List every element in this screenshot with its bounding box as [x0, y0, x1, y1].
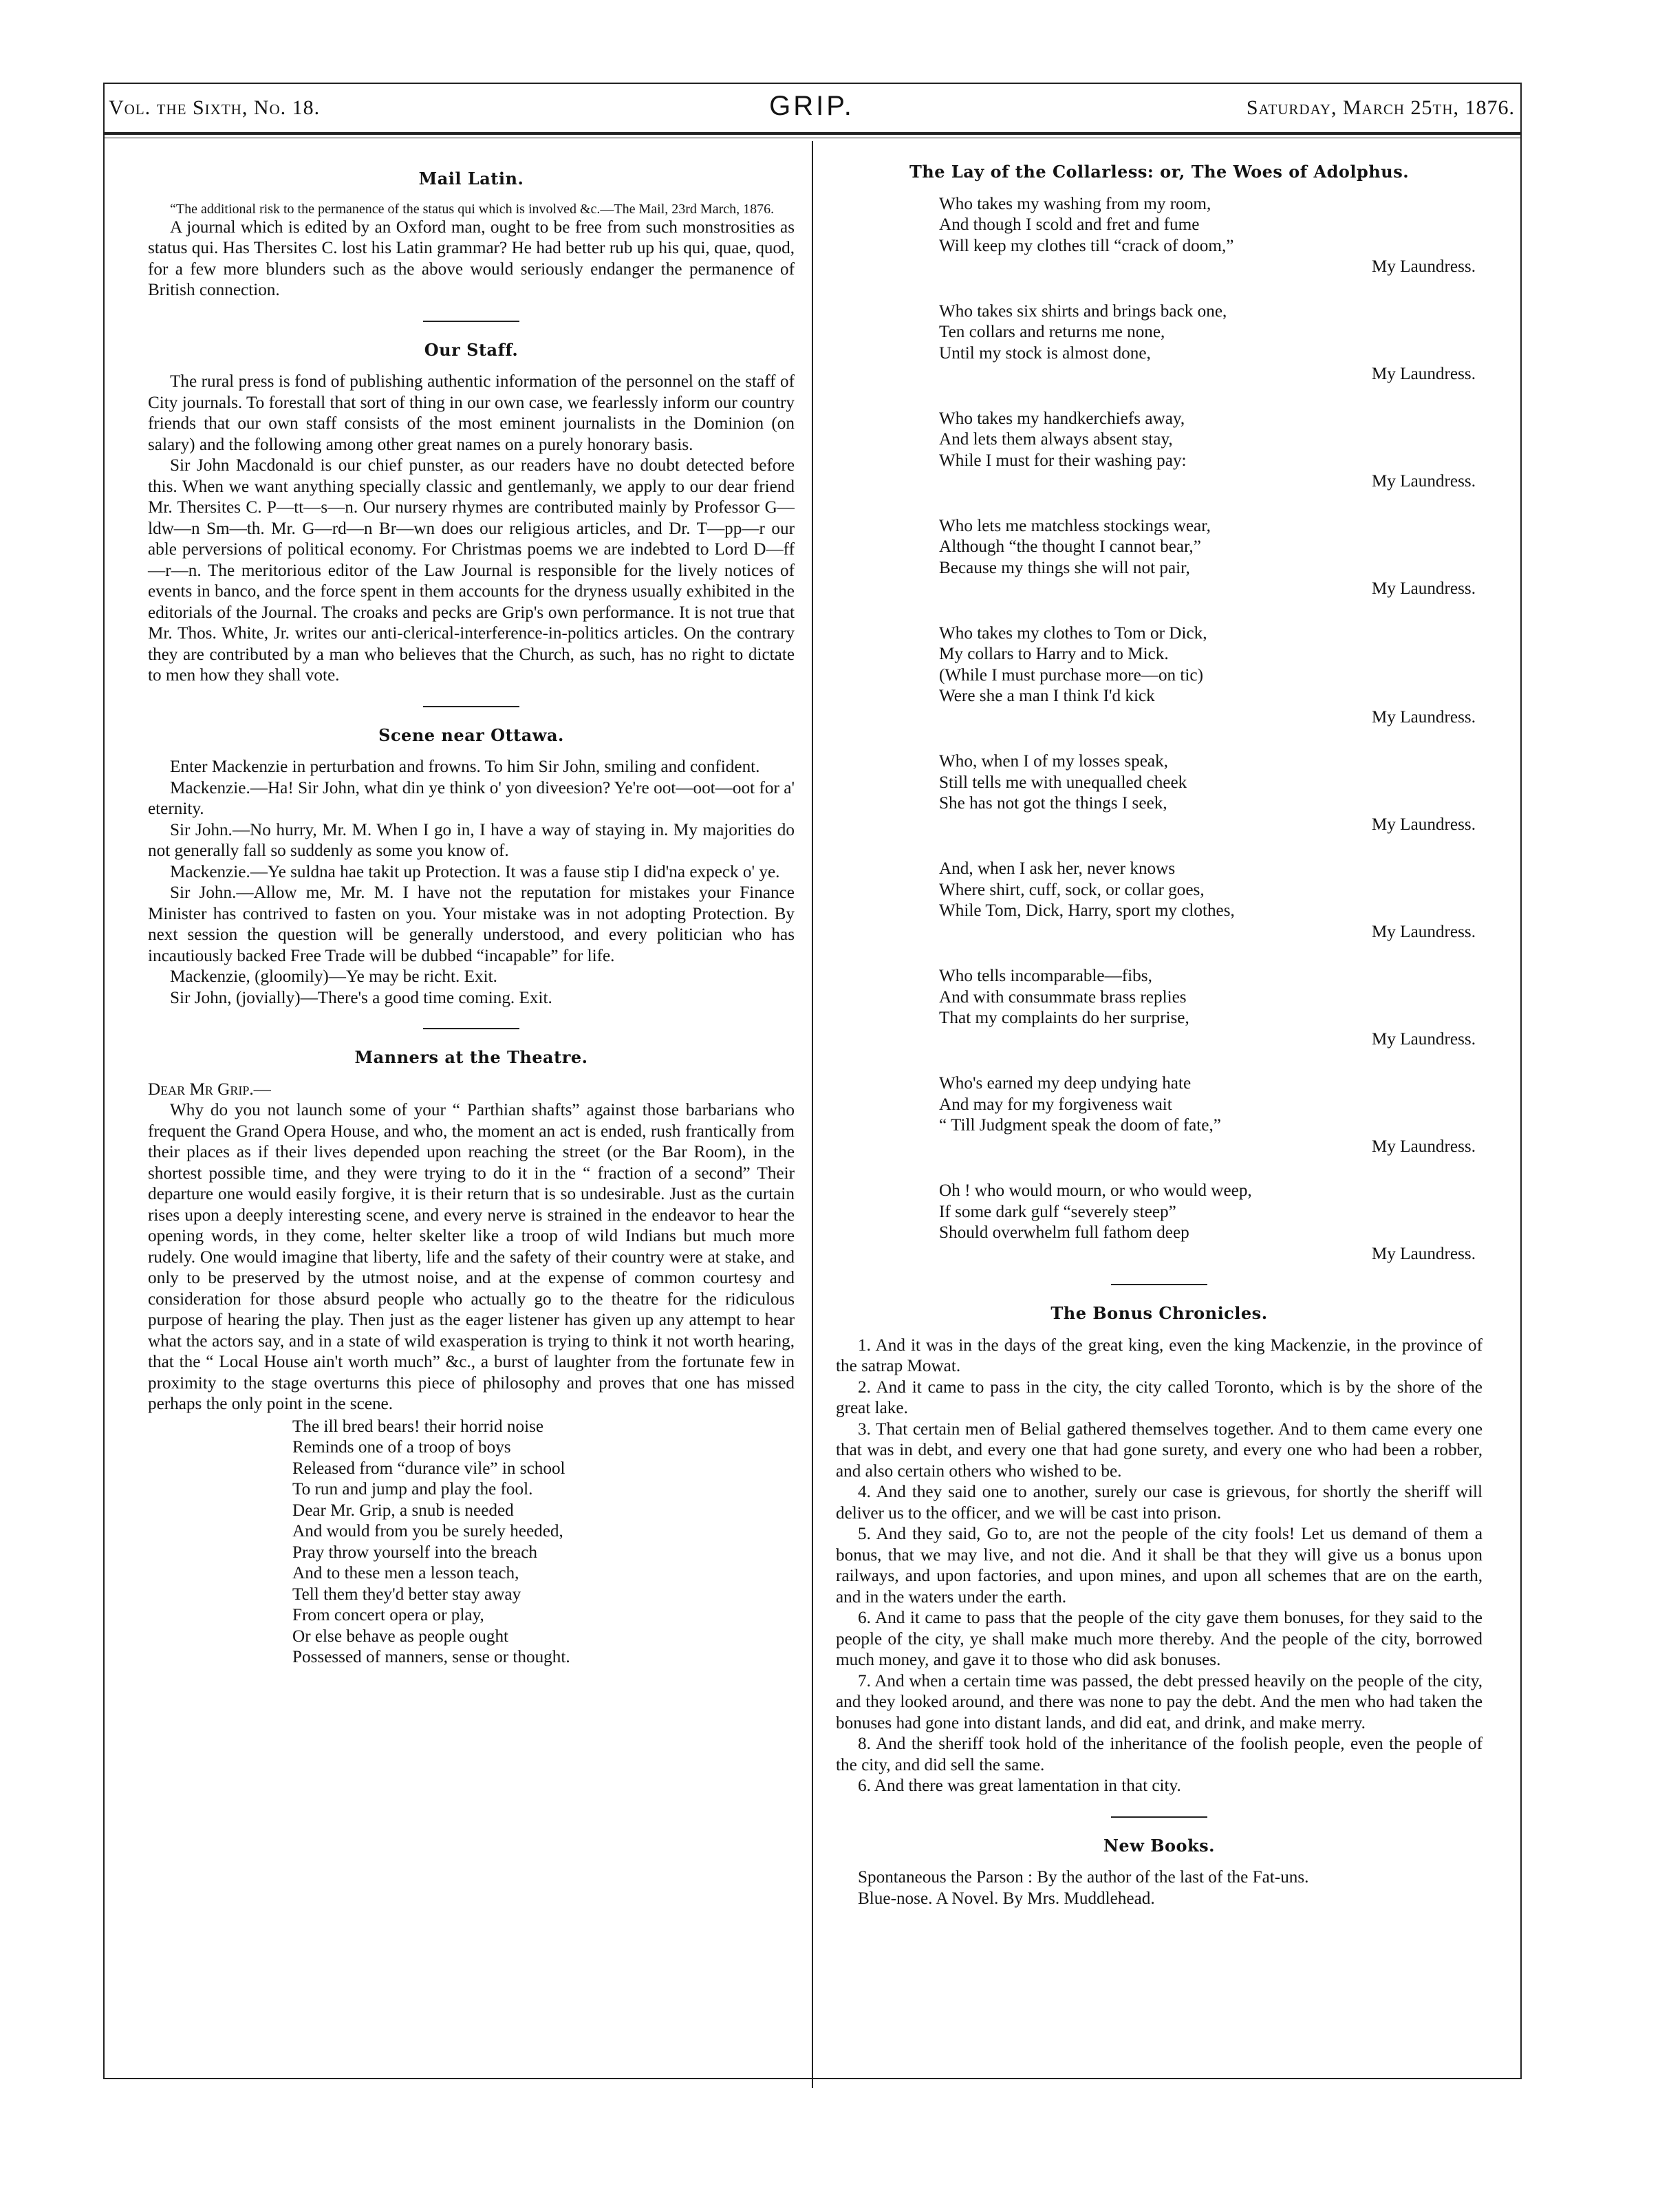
- letter-salutation: Dear Mr Grip.—: [148, 1080, 271, 1099]
- verse-line: (While I must purchase more—on tic): [939, 665, 1203, 685]
- refrain: My Laundress.: [1371, 1137, 1476, 1156]
- book-listing: Spontaneous the Parson : By the author of the last of the Fat-uns.: [858, 1868, 1309, 1887]
- verse-block: [292, 1417, 795, 1668]
- article-body: Why do you not launch some of your “ Parthian shafts” against those barbarians who frequent the Grand Opera House, and who, the moment an act is ended, rush frantically from their places as if their lives depended upon reaching the street (or the Bar Room), in the shortest possible time, and they were trying to do it in the “ fraction of a second” Their departure one would easily forgive, it is their return that is so undesirable. Just as the curtain rises upon a deeply interesting scene, and every nerve is strained in the endeavor to hear the opening words, in they come, helter skelter like a troop of wild Indians but much more rudely. One would imagine that liberty, life and the safety of their country were at stake, and only to be preserved by the utmost noise, and at the expense of common courtesy and consideration for those absurd people who actually go to the theatre for the ridiculous purpose of hearing the play. Then just as the eager listener has given up any attempt to hear what the actors say, and in a state of wild exasperation is trying to think it not worth hearing, that the “ Local House ain't worth much” &c., a burst of laughter from the fortunate few in proximity to the stage overturns this piece of philosophy and proves that one has missed perhaps the only point in the scene.: [148, 1101, 795, 1413]
- refrain: My Laundress.: [1371, 365, 1476, 383]
- stanza: [939, 623, 1483, 729]
- stanza: [939, 1073, 1483, 1157]
- verse-line: Dear Mr. Grip, a snub is needed: [292, 1501, 514, 1520]
- verse-line: My collars to Harry and to Mick.: [939, 645, 1169, 663]
- masthead-rule-bottom: [103, 132, 1522, 135]
- refrain: My Laundress.: [1371, 579, 1476, 598]
- chronicle-verse: 2. And it came to pass in the city, the city called Toronto, which is by the shore of the great lake.: [836, 1377, 1483, 1417]
- dialogue-line: Mackenzie.—Ha! Sir John, what din ye think o' yon diveesion? Ye're oot—oot—oot for a' eternity.: [148, 778, 795, 818]
- poem-lay-of-collarless: [836, 162, 1483, 1265]
- frame-left: [103, 83, 105, 2078]
- verse-line: While Tom, Dick, Harry, sport my clothes,: [939, 901, 1235, 920]
- verse-line: Pray throw yourself into the breach: [292, 1543, 538, 1562]
- stanza: [939, 859, 1483, 943]
- verse-line: Where shirt, cuff, sock, or collar goes,: [939, 880, 1205, 899]
- dialogue-line: Sir John.—Allow me, Mr. M. I have not the reputation for mistakes your Finance Minister has contrived to fasten on you. Your mistake was in not adopting Protection. By next session the question will be generally understood, and every politician who has incautiously backed Free Trade will be dubbed “incapable” for life.: [148, 883, 795, 965]
- column-divider: [812, 141, 813, 2088]
- chronicle-verse: 6. And it came to pass that the people of the city gave them bonuses, for they said to the people of the city, ye shall make much more thereby. And the people of the city, borrowed much money, and gave it to those who did ask bonuses.: [836, 1609, 1483, 1669]
- dialogue-line: Sir John.—No hurry, Mr. M. When I go in, I have a way of staying in. My majorities do not generally fall so suddenly as some you know of.: [148, 820, 795, 860]
- frame-right: [1520, 83, 1522, 2078]
- verse-line: And, when I ask her, never knows: [939, 859, 1176, 878]
- verse-line: Although “the thought I cannot bear,”: [939, 537, 1201, 556]
- refrain: My Laundress.: [1371, 257, 1476, 276]
- volume-number: Vol. the Sixth, No. 18.: [109, 96, 321, 119]
- article-our-staff: [148, 340, 795, 687]
- verse-line: Who takes my washing from my room,: [939, 194, 1211, 213]
- dialogue-line: Mackenzie.—Ye suldna hae takit up Protection. It was a fause stip I did'na expeck o' ye.: [170, 862, 780, 881]
- stanza: [939, 194, 1483, 278]
- verse-line: From concert opera or play,: [292, 1606, 484, 1624]
- section-separator: [423, 321, 519, 322]
- article-title: Scene near Ottawa.: [378, 724, 564, 745]
- poem-body: [939, 194, 1483, 1265]
- chronicle-verse: 6. And there was great lamentation in that city.: [858, 1776, 1181, 1795]
- article-mail-latin: [148, 169, 795, 301]
- dialogue-line: Mackenzie, (gloomily)—Ye may be richt. Exit.: [170, 967, 497, 986]
- section-separator: [423, 1028, 519, 1029]
- masthead-rule-top: [103, 83, 1522, 84]
- verse-line: Possessed of manners, sense or thought.: [292, 1648, 570, 1666]
- verse-line: Because my things she will not pair,: [939, 558, 1190, 577]
- dialogue-line: Sir John, (jovially)—There's a good time coming. Exit.: [170, 988, 552, 1007]
- verse-line: Released from “durance vile” in school: [292, 1459, 565, 1478]
- article-epigraph: “The additional risk to the permanence of the status qui which is involved &c.—The Mail, 23rd March, 1876.: [170, 201, 775, 217]
- masthead: [103, 87, 1520, 128]
- verse-line: Or else behave as people ought: [292, 1626, 509, 1646]
- verse-line: If some dark gulf “severely steep”: [939, 1202, 1176, 1221]
- verse-line: Who takes my handkerchiefs away,: [939, 409, 1185, 428]
- dialogue-line: Enter Mackenzie in perturbation and frowns. To him Sir John, smiling and confident.: [170, 758, 760, 776]
- refrain: My Laundress.: [1371, 815, 1476, 834]
- chronicle-verse: 1. And it was in the days of the great king, even the king Mackenzie, in the province of the satrap Mowat.: [836, 1335, 1483, 1375]
- article-paragraph: The rural press is fond of publishing authentic information of the personnel on the staff of City journals. To forestall that sort of thing in our own case, we fearlessly inform our country friends that our own staff consists of the most eminent journalists in the Dominion (on salary) and the following among other great names on a purely honorary basis.: [148, 372, 795, 454]
- refrain: My Laundress.: [1371, 1029, 1476, 1049]
- refrain: My Laundress.: [1371, 1244, 1476, 1263]
- verse-line: Who takes six shirts and brings back one,: [939, 301, 1227, 321]
- verse-line: Tell them they'd better stay away: [292, 1585, 521, 1604]
- verse-line: Who lets me matchless stockings wear,: [939, 516, 1211, 535]
- issue-date: Saturday, March 25th, 1876.: [1246, 96, 1515, 119]
- refrain: My Laundress.: [1371, 472, 1476, 491]
- chronicle-verse: 4. And they said one to another, surely our case is grievous, for shortly the sheriff will deliver us to the officer, and we will be cast into prison.: [836, 1483, 1483, 1523]
- section-separator: [1111, 1284, 1207, 1285]
- verse-line: And to these men a lesson teach,: [292, 1564, 519, 1582]
- verse-line: Will keep my clothes till “crack of doom,”: [939, 236, 1234, 255]
- section-separator: [423, 706, 519, 707]
- verse-line: And with consummate brass replies: [939, 987, 1187, 1007]
- verse-line: To run and jump and play the fool.: [292, 1480, 533, 1499]
- stanza: [939, 301, 1483, 385]
- page-bottom-rule: [103, 2078, 1522, 2079]
- article-manners-at-theatre: [148, 1047, 795, 1668]
- verse-line: She has not got the things I seek,: [939, 794, 1167, 813]
- stanza: [939, 751, 1483, 835]
- verse-line: And lets them always absent stay,: [939, 430, 1173, 449]
- section-separator: [1111, 1816, 1207, 1818]
- chronicle-verse: 5. And they said, Go to, are not the people of the city fools! Let us demand of them a bonus, that we may live, and not die. And it shall be that they will give us a bonus upon railways, and upon factories, and upon mines, and upon all schemes that are on the earth, and in the waters under the earth.: [836, 1525, 1483, 1607]
- verse-line: Reminds one of a troop of boys: [292, 1438, 511, 1457]
- stanza: [939, 516, 1483, 600]
- article-title: Mail Latin.: [418, 169, 524, 189]
- poem-title: The Lay of the Collarless: or, The Woes of Adolphus.: [909, 162, 1410, 182]
- right-column: [836, 162, 1483, 1909]
- publication-title: GRIP.: [769, 91, 854, 121]
- verse-line: “ Till Judgment speak the doom of fate,”: [939, 1116, 1221, 1135]
- refrain: My Laundress.: [1371, 922, 1476, 941]
- chronicle-verse: 7. And when a certain time was passed, the debt pressed heavily on the people of the city, and they looked around, and there was none to pay the debt. And the men who had taken the bonuses had gone into distant lands, and did eat, and drink, and make merry.: [836, 1671, 1483, 1732]
- verse-line: Ten collars and returns me none,: [939, 323, 1165, 341]
- article-title: Our Staff.: [424, 339, 519, 360]
- article-body: A journal which is edited by an Oxford man, ought to be free from such monstrosities as status qui. Has Thersites C. lost his Latin grammar? He had better rub up his qui, quae, quod, for a few more blunders such as the above would seriously endanger the permanence of British connection.: [148, 217, 795, 299]
- verse-line: Should overwhelm full fathom deep: [939, 1223, 1189, 1242]
- stanza: [939, 409, 1483, 493]
- chronicle-verse: 3. That certain men of Belial gathered themselves together. And to them came every one that was in debt, and every one that had gone surety, and every one who had been a robber, and also certain others who wished to be.: [836, 1419, 1483, 1481]
- verse-line: Oh ! who would mourn, or who would weep,: [939, 1181, 1252, 1200]
- verse-line: Until my stock is almost done,: [939, 343, 1151, 363]
- stanza: [939, 1181, 1483, 1265]
- article-title: Manners at the Theatre.: [354, 1047, 588, 1067]
- verse-line: Who, when I of my losses speak,: [939, 752, 1168, 771]
- article-scene-near-ottawa: [148, 725, 795, 1009]
- article-title: The Bonus Chronicles.: [1050, 1303, 1268, 1323]
- book-listing: Blue-nose. A Novel. By Mrs. Muddlehead.: [858, 1889, 1155, 1908]
- verse-line: That my complaints do her surprise,: [939, 1009, 1189, 1027]
- article-new-books: [836, 1836, 1483, 1910]
- verse-line: Who's earned my deep undying hate: [939, 1074, 1192, 1093]
- verse-line: And though I scold and fret and fume: [939, 215, 1200, 234]
- verse-line: And may for my forgiveness wait: [939, 1095, 1172, 1114]
- article-title: New Books.: [1103, 1835, 1216, 1856]
- stanza: [939, 966, 1483, 1050]
- verse-line: The ill bred bears! their horrid noise: [292, 1417, 544, 1436]
- verse-line: While I must for their washing pay:: [939, 451, 1187, 470]
- verse-line: And would from you be surely heeded,: [292, 1522, 563, 1540]
- left-column: [148, 162, 795, 1668]
- verse-line: Who takes my clothes to Tom or Dick,: [939, 623, 1207, 643]
- article-paragraph: Sir John Macdonald is our chief punster, as our readers have no doubt detected before this. When we want anything specially classic and gentlemanly, we apply to our dear friend Mr. Thersites C. P—tt—s—n. Our nursery rhymes are contributed mainly by Professor G—ldw—n Sm—th. Mr. G—rd—n Br—wn does our religious articles, and Dr. T—pp—r our able perversions of political economy. For Christmas poems we are indebted to Lord D—ff—r—n. The meritorious editor of the Law Journal is responsible for the lively notices of events in banco, and the force spent in them accounts for the dryness usually exhibited in the editorials of the Journal. The croaks and pecks are Grip's own performance. It is not true that Mr. Thos. White, Jr. writes our anti-clerical-interference-in-politics articles. On the contrary they are contributed by a man who believes that the Church, as such, has no right to dictate to men how they shall vote.: [148, 456, 795, 685]
- refrain: My Laundress.: [1371, 707, 1476, 727]
- verse-line: Were she a man I think I'd kick: [939, 687, 1155, 705]
- verse-line: Who tells incomparable—fibs,: [939, 967, 1152, 985]
- chronicle-verse: 8. And the sheriff took hold of the inheritance of the foolish people, even the people of the city, and did sell the same.: [836, 1735, 1483, 1774]
- article-bonus-chronicles: [836, 1303, 1483, 1797]
- verse-line: Still tells me with unequalled cheek: [939, 773, 1187, 792]
